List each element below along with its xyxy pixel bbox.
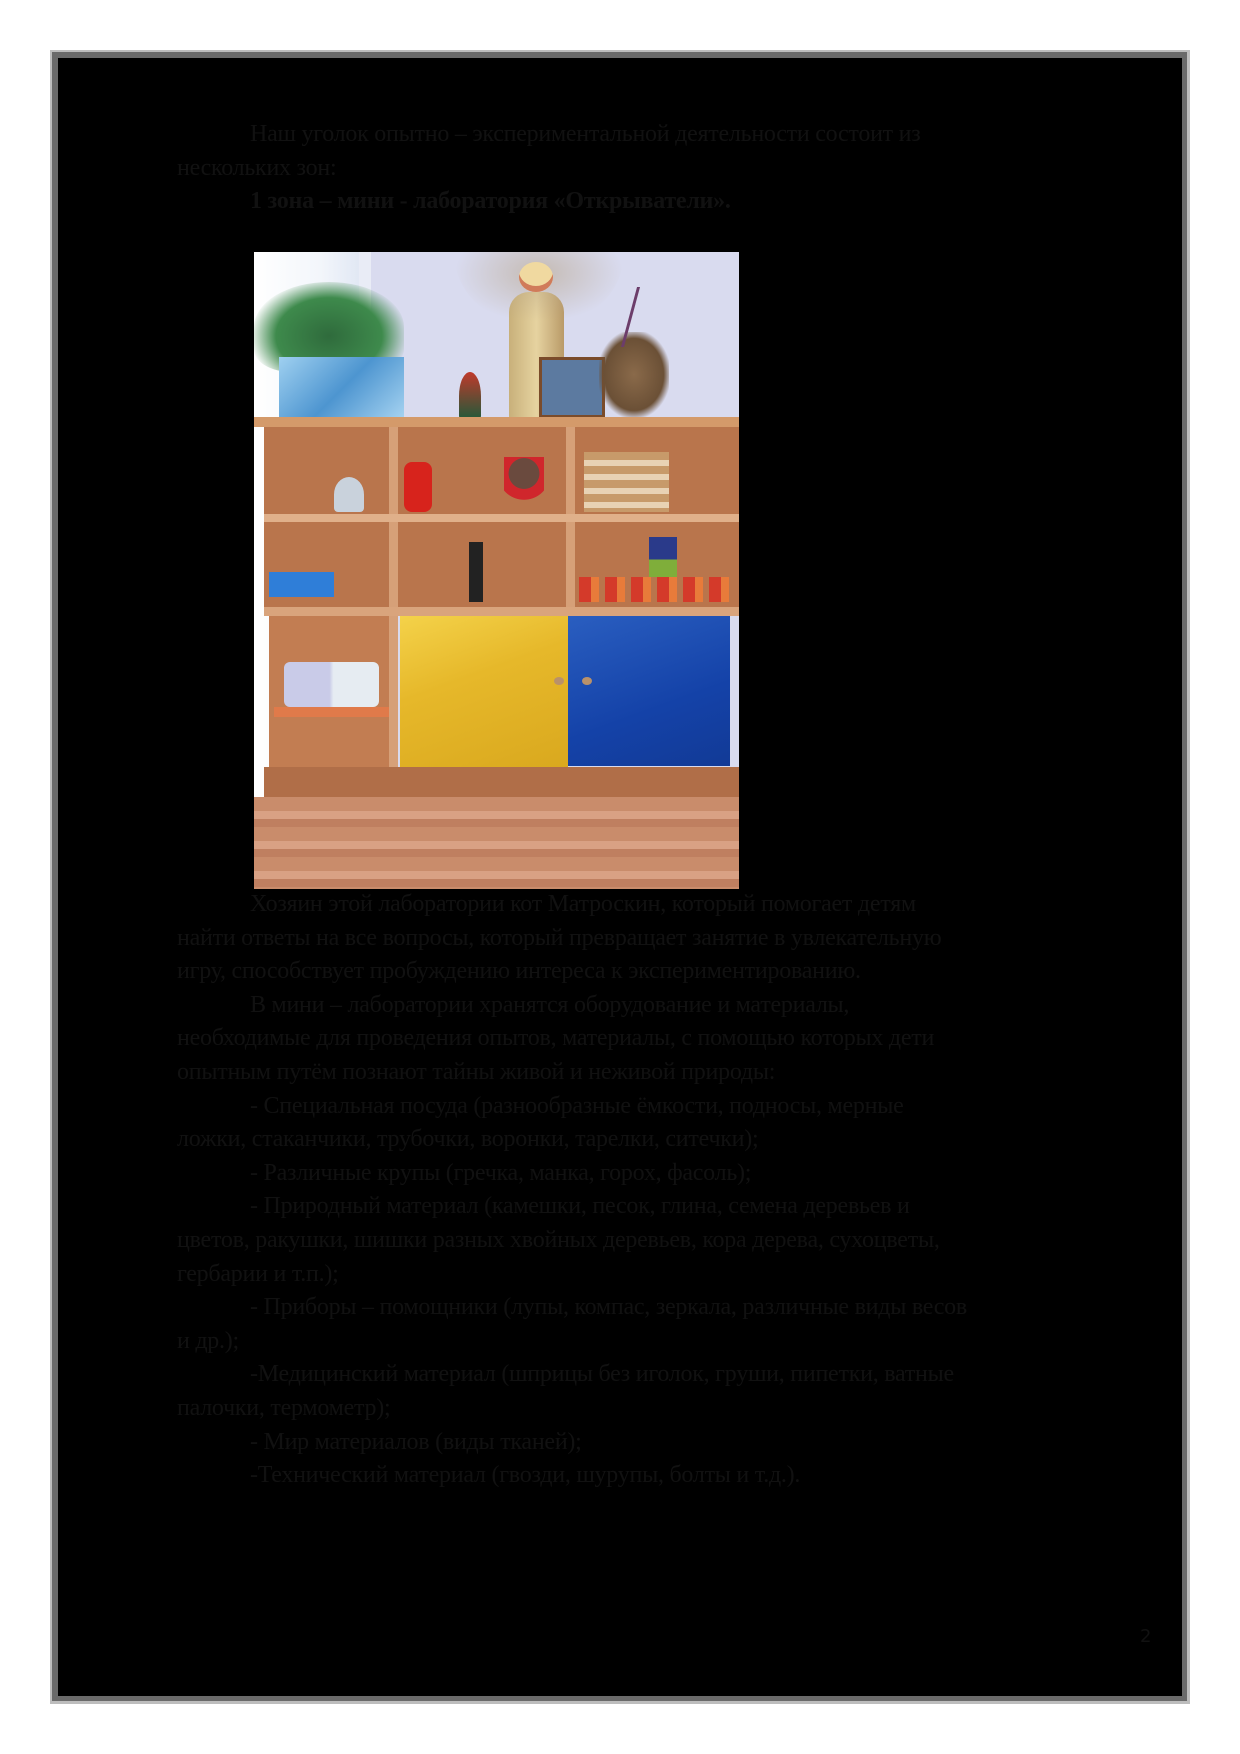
list-item: -Технический материал (гвозди, шурупы, болты и т.д.). — [250, 1462, 801, 1489]
cabinet-base — [264, 767, 739, 797]
wooden-floor — [254, 797, 739, 889]
plant-pot — [279, 357, 404, 422]
shelf-board — [264, 514, 739, 522]
shelf-item-scales — [334, 477, 364, 512]
list-item: - Природный материал (камешки, песок, глина, семена деревьев и — [250, 1193, 910, 1220]
lab-corner-photo — [254, 252, 739, 889]
shelf-item-plush-toy — [504, 457, 544, 512]
door-knob — [582, 677, 592, 685]
body-section — [177, 888, 967, 1493]
shelf-item-jars — [584, 452, 669, 512]
side-shelf-board — [274, 707, 389, 717]
decor-branches — [621, 287, 700, 347]
list-item: - Приборы – помощники (лупы, компас, зеркала, различные виды весов — [250, 1294, 968, 1321]
door-knob — [554, 677, 564, 685]
cabinet-top — [254, 417, 739, 427]
decor-figurine — [459, 372, 481, 420]
shelf-item-red-toy — [404, 462, 432, 512]
intro-line: Наш уголок опытно – экспериментальной деятельности состоит из — [250, 121, 921, 147]
body-line: игру, способствует пробуждению интереса к экспериментированию. — [177, 958, 861, 985]
decor-picture — [539, 357, 605, 418]
list-item: - Специальная посуда (разнообразные ёмкости, подносы, мерные — [250, 1092, 904, 1119]
body-line: опытным путём познают тайны живой и неживой природы: — [177, 1058, 776, 1085]
page-number: 2 — [1140, 1626, 1152, 1647]
body-line: В мини – лаборатории хранятся оборудование и материалы, — [250, 991, 850, 1018]
list-item-continuation: цветов, ракушки, шишки разных хвойных деревьев, кора дерева, сухоцветы, — [177, 1226, 940, 1253]
intro-section — [177, 118, 921, 219]
list-item-continuation: ложки, стаканчики, трубочки, воронки, тарелки, ситечки); — [177, 1126, 759, 1153]
list-item-continuation: палочки, термометр); — [177, 1394, 391, 1421]
list-item-continuation: гербарии и т.п.); — [177, 1260, 339, 1287]
shelf-item-bottle — [469, 542, 483, 602]
shelf-item-blue-box — [269, 572, 334, 597]
shelf-board — [264, 607, 739, 616]
list-item-continuation: и др.); — [177, 1327, 239, 1354]
list-item: -Медицинский материал (шприцы без иголок, груши, пипетки, ватные — [250, 1361, 954, 1388]
body-line: необходимые для проведения опытов, материалы, с помощью которых дети — [177, 1025, 935, 1052]
tree-face — [519, 262, 553, 292]
list-item: - Мир материалов (виды тканей); — [250, 1428, 582, 1455]
side-shelf-item-buckets — [284, 662, 379, 707]
shelf-item-pencils — [649, 537, 677, 582]
section-heading: 1 зона – мини - лаборатория «Открыватели». — [250, 188, 731, 215]
cabinet-door-blue — [568, 616, 730, 766]
list-item: - Различные крупы (гречка, манка, горох, фасоль); — [250, 1159, 752, 1186]
intro-line: нескольких зон: — [177, 154, 337, 181]
cabinet-door-yellow — [400, 616, 568, 771]
shelf-item-toys — [579, 577, 729, 602]
body-line: Хозяин этой лаборатории кот Матроскин, который помогает детям — [250, 891, 916, 917]
body-line: найти ответы на все вопросы, который превращает занятие в увлекательную — [177, 924, 942, 951]
